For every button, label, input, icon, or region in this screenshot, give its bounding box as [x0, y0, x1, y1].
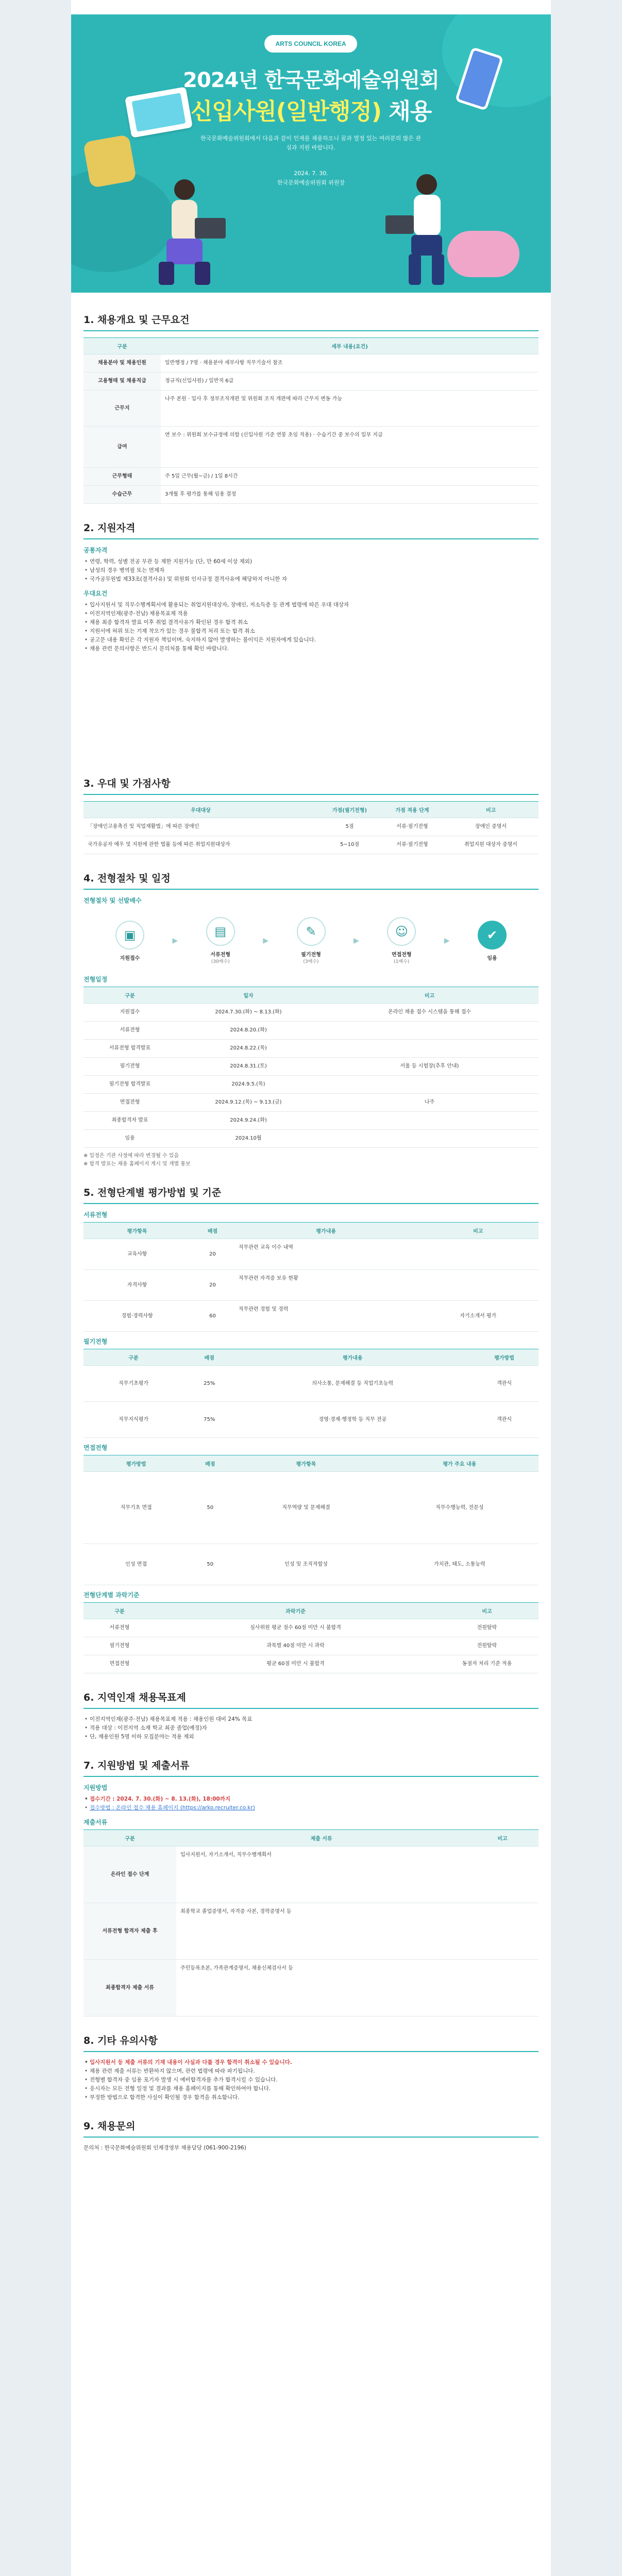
content-body — [71, 309, 551, 2166]
row-label: 수습근무 — [83, 486, 161, 504]
document-icon: ▤ — [206, 917, 235, 946]
list-item: • 공고문 내용 확인은 각 지원자 책임이며, 숙지하지 않아 발생하는 불이익은 지원자에게 있습니다. — [83, 636, 539, 645]
hero-date: 2024. 7. 30. — [294, 170, 328, 177]
section-overview — [83, 309, 539, 504]
notes-list — [83, 2058, 539, 2102]
cell: 필기전형 — [83, 1637, 156, 1655]
subsection-title: 서류전형 — [83, 1211, 108, 1218]
step-label: 필기전형 — [301, 952, 321, 958]
table-row — [83, 1004, 539, 1022]
cell: 지원접수 — [83, 1004, 176, 1022]
cell: 가치관, 태도, 소통능력 — [381, 1544, 539, 1585]
table-row — [83, 354, 539, 372]
list-item: • 입사지원서 및 직무수행계획서에 활용되는 취업지원대상자, 장애인, 저소득층 등 관계 법령에 따른 우대 대상자 — [83, 601, 539, 609]
list-item: • 남성의 경우 병역필 또는 면제자 — [83, 566, 539, 575]
table-header: 비고 — [435, 1603, 539, 1619]
section-qualifications — [83, 517, 539, 759]
table-row — [83, 1903, 539, 1960]
section-title: 4. 전형절차 및 일정 — [83, 868, 539, 890]
hero-title-highlight: 신입사원(일반행정) — [190, 98, 381, 125]
table-header: 가점 적용 단계 — [381, 802, 443, 818]
step-sub: (30배수) — [211, 959, 230, 964]
list-item: • 단, 채용인원 5명 이하 모집분야는 적용 제외 — [83, 1733, 539, 1741]
cell: 60 — [191, 1301, 234, 1332]
cell: 서류전형 합격발표 — [83, 1040, 176, 1058]
table-row — [83, 1058, 539, 1076]
hero-badge: ARTS COUNCIL KOREA — [264, 35, 357, 53]
section-title: 8. 기타 유의사항 — [83, 2030, 539, 2052]
hero-title-rest: 채용 — [381, 98, 432, 125]
table-header: 구분 — [83, 1349, 183, 1366]
table-row — [83, 1960, 539, 2016]
step-label: 지원접수 — [120, 955, 140, 961]
list-item: • 전형별 합격자 중 임용 포기자 발생 시 예비합격자를 추가 합격시킬 수 있습니다. — [83, 2076, 539, 2084]
table-row — [83, 391, 539, 427]
step-label: 임용 — [487, 955, 497, 961]
section-title: 7. 지원방법 및 제출서류 — [83, 1755, 539, 1777]
table-header: 배점 — [189, 1455, 231, 1472]
cell: 20 — [191, 1239, 234, 1270]
list-item: • 국가공무원법 제33조(결격사유) 및 위원회 인사규정 결격사유에 해당하지 아니한 자 — [83, 575, 539, 584]
cell: 5점 — [318, 818, 381, 836]
row-label: 근무지 — [83, 391, 161, 427]
schedule-note: ※ 일정은 기관 사정에 따라 변경될 수 있음 — [83, 1153, 179, 1159]
section-process — [83, 868, 539, 1168]
cell: 최종학교 졸업증명서, 자격증 사본, 경력증명서 등 — [176, 1903, 466, 1960]
row-label: 고용형태 및 채용직급 — [83, 372, 161, 391]
row-value: 정규직(신입사원) / 일반직 6급 — [161, 372, 539, 391]
row-value: 3개월 후 평가를 통해 임용 결정 — [161, 486, 539, 504]
table-header: 구분 — [83, 1603, 156, 1619]
table-header: 비고 — [418, 1223, 539, 1239]
table-row — [83, 1402, 539, 1438]
table-header: 평가방법 — [470, 1349, 539, 1366]
table-row — [83, 1239, 539, 1270]
regional-list — [83, 1715, 539, 1741]
cell: 임용 — [83, 1130, 176, 1148]
cell — [321, 1112, 539, 1130]
process-step — [104, 921, 156, 961]
table-header: 비고 — [466, 1830, 539, 1846]
cell: 자기소개서 평가 — [418, 1301, 539, 1332]
table-row — [83, 1544, 539, 1585]
table-header: 일자 — [176, 987, 321, 1004]
table-header: 구분 — [83, 1830, 176, 1846]
badge-icon: ✔ — [478, 921, 507, 950]
cell: 필기전형 합격발표 — [83, 1076, 176, 1094]
cell: 나주 — [321, 1094, 539, 1112]
list-item: • 응시자는 모든 전형 일정 및 결과를 채용 홈페이지를 통해 확인하여야 합니다. — [83, 2084, 539, 2093]
section-regional-talent — [83, 1687, 539, 1741]
cell: 서류·필기전형 — [381, 836, 443, 854]
list-item: • 연령, 학력, 성별 전공 무관 등 제한 지원가능 (단, 만 60세 이상 제외) — [83, 557, 539, 566]
schedule-note: ※ 합격 발표는 채용 홈페이지 게시 및 개별 통보 — [83, 1161, 191, 1167]
cell: 온라인 채용 접수 시스템을 통해 접수 — [321, 1004, 539, 1022]
list-item: • 채용 관련 문의사항은 반드시 문의처를 통해 확인 바랍니다. — [83, 645, 539, 653]
cell: 서류·필기전형 — [381, 818, 443, 836]
step-sub: (1배수) — [394, 959, 410, 964]
list-item: • 부정한 방법으로 합격한 사실이 확인될 경우 합격을 취소합니다. — [83, 2093, 539, 2102]
preference-list — [83, 601, 539, 653]
cell: 50 — [189, 1544, 231, 1585]
cell: 2024.9.12.(목) ~ 9.13.(금) — [176, 1094, 321, 1112]
table-row — [83, 1112, 539, 1130]
cell: 「장애인고용촉진 및 직업재활법」에 따른 장애인 — [83, 818, 318, 836]
process-step — [285, 917, 337, 964]
section-title: 9. 채용문의 — [83, 2115, 539, 2138]
row-value: 연 보수 : 위원회 보수규정에 의함 (신입사원 기준 연봉 초임 적용) · 수습기간 중 보수의 일부 지급 — [161, 427, 539, 468]
arrow-icon: ▶ — [172, 937, 178, 945]
cell: 최종합격자 제출 서류 — [83, 1960, 176, 2016]
cell — [418, 1270, 539, 1301]
cell — [466, 1846, 539, 1903]
common-requirements-list — [83, 557, 539, 584]
hero-title-line1: 2024년 한국문화예술위원회 — [183, 69, 439, 92]
cell: 객관식 — [470, 1366, 539, 1402]
cell: 2024.9.24.(화) — [176, 1112, 321, 1130]
cell: 인성 및 조직적합성 — [231, 1544, 380, 1585]
cell: 서울 등 시험장(추후 안내) — [321, 1058, 539, 1076]
section-title: 1. 채용개요 및 근무요건 — [83, 309, 539, 331]
document-screening-table — [83, 1222, 539, 1332]
monitor-icon: ▣ — [115, 921, 144, 950]
process-steps — [83, 908, 539, 970]
cell: 20 — [191, 1270, 234, 1301]
cell: 2024.7.30.(화) ~ 8.13.(화) — [176, 1004, 321, 1022]
apply-list — [83, 1795, 539, 1812]
subsection-title: 필기전형 — [83, 1338, 108, 1345]
announcement-paper — [71, 0, 551, 2576]
cell: 인성 면접 — [83, 1544, 189, 1585]
cell: 면접전형 — [83, 1094, 176, 1112]
cell: 2024.8.31.(토) — [176, 1058, 321, 1076]
cell: 5~10점 — [318, 836, 381, 854]
cell: 직무지식평가 — [83, 1402, 183, 1438]
preference-table — [83, 801, 539, 854]
table-header: 과락기준 — [156, 1603, 435, 1619]
table-row — [83, 1270, 539, 1301]
cell: 직무수행능력, 전문성 — [381, 1472, 539, 1544]
hero-intro: 한국문화예술위원회에서 다음과 같이 인재를 채용하오니 꿈과 열정 있는 여러분의 많은 관심과 지원 바랍니다. — [200, 135, 422, 151]
table-header: 구분 — [83, 987, 176, 1004]
cell: 온라인 접수 단계 — [83, 1846, 176, 1903]
cell: 교육사항 — [83, 1239, 191, 1270]
cell: 면접전형 — [83, 1655, 156, 1673]
table-row — [83, 1655, 539, 1673]
table-header: 배점 — [183, 1349, 235, 1366]
cell: 국가유공자 예우 및 지원에 관한 법률 등에 따른 취업지원대상자 — [83, 836, 318, 854]
section-title: 5. 전형단계별 평가방법 및 기준 — [83, 1182, 539, 1204]
step-label: 서류전형 — [210, 952, 231, 958]
table-row — [83, 486, 539, 504]
list-item: • 채용 최종 합격자 발표 이후 취업 결격사유가 확인된 경우 합격 취소 — [83, 618, 539, 627]
table-header: 배점 — [191, 1223, 234, 1239]
table-row — [83, 1076, 539, 1094]
subsection-title: 지원방법 — [83, 1784, 108, 1791]
table-row — [83, 427, 539, 468]
list-item: • 입사지원서 등 제출 서류의 기재 내용이 사실과 다를 경우 합격이 취소될 수 있습니다. — [83, 2058, 539, 2067]
hero-title-line2 — [71, 93, 551, 126]
cell: 경영·경제·행정학 등 직무 전공 — [235, 1402, 470, 1438]
table-header: 우대대상 — [83, 802, 318, 818]
interview-table — [83, 1455, 539, 1585]
cell: 서류전형 — [83, 1619, 156, 1637]
step-label: 면접전형 — [391, 952, 412, 958]
subsection-title: 전형절차 및 선발배수 — [83, 897, 142, 904]
cell: 2024.8.20.(화) — [176, 1022, 321, 1040]
hero-banner — [71, 14, 551, 293]
table-header: 비고 — [321, 987, 539, 1004]
hero-org: 한국문화예술위원회 위원장 — [277, 179, 345, 186]
cell — [466, 1903, 539, 1960]
cell: 2024.8.22.(목) — [176, 1040, 321, 1058]
apply-link[interactable]: 접수방법 : 온라인 접수 채용 홈페이지 (https://arko.recruiter.co.kr) — [90, 1805, 255, 1811]
table-header: 제출 서류 — [176, 1830, 466, 1846]
person-illustration — [143, 174, 231, 287]
cell: 25% — [183, 1366, 235, 1402]
list-item: • 채용 관련 제출 서류는 반환하지 않으며, 관련 법령에 따라 파기됩니다. — [83, 2067, 539, 2076]
cell: 주민등록초본, 가족관계증명서, 채용신체검사서 등 — [176, 1960, 466, 2016]
subsection-title: 공통자격 — [83, 547, 108, 554]
row-label: 급여 — [83, 427, 161, 468]
process-step — [376, 917, 427, 964]
documents-table — [83, 1829, 539, 2016]
overview-table — [83, 337, 539, 504]
list-item: • 이전지역인재(광주·전남) 채용목표제 적용 : 채용인원 대비 24% 목표 — [83, 1715, 539, 1724]
table-header: 평가내용 — [235, 1349, 470, 1366]
list-item: • 지원서에 허위 또는 기재 착오가 있는 경우 불합격 처리 또는 합격 취소 — [83, 627, 539, 636]
section-title: 2. 지원자격 — [83, 517, 539, 539]
section-notes — [83, 2030, 539, 2102]
cell: 2024.10월 — [176, 1130, 321, 1148]
arrow-icon: ▶ — [444, 937, 450, 945]
list-item: • 이전지역인재(광주·전남) 채용목표제 적용 — [83, 609, 539, 618]
cell: 과목별 40점 미만 시 과락 — [156, 1637, 435, 1655]
table-row — [83, 1637, 539, 1655]
table-header: 평가내용 — [234, 1223, 418, 1239]
cell: 직무관련 자격증 보유 현황 — [234, 1270, 418, 1301]
table-row — [83, 1472, 539, 1544]
people-icon: ☺ — [387, 917, 416, 946]
section-contact — [83, 2115, 539, 2153]
table-row — [83, 1022, 539, 1040]
cell: 의사소통, 문제해결 등 직업기초능력 — [235, 1366, 470, 1402]
hero-date-block — [71, 169, 551, 188]
table-header: 구분 — [83, 338, 161, 354]
cell — [321, 1022, 539, 1040]
step-sub: (3배수) — [303, 959, 319, 964]
cell: 서류전형 — [83, 1022, 176, 1040]
cell: 자격사항 — [83, 1270, 191, 1301]
table-header: 비고 — [443, 802, 539, 818]
cell: 직무관련 경험 및 경력 — [234, 1301, 418, 1332]
cell: 75% — [183, 1402, 235, 1438]
schedule-table — [83, 987, 539, 1148]
cell: 장애인 증명서 — [443, 818, 539, 836]
table-row — [83, 468, 539, 486]
table-row — [83, 818, 539, 836]
table-header: 평가항목 — [231, 1455, 380, 1472]
subsection-title: 우대요건 — [83, 590, 108, 597]
pencil-icon: ✎ — [297, 917, 326, 946]
apply-method[interactable] — [83, 1804, 539, 1812]
table-row — [83, 1040, 539, 1058]
arrow-icon: ▶ — [263, 937, 269, 945]
apply-period: • 접수기간 : 2024. 7. 30.(화) ~ 8. 13.(화), 18:00까지 — [83, 1795, 539, 1804]
table-row — [83, 1846, 539, 1903]
cell: 객관식 — [470, 1402, 539, 1438]
table-header: 평가 주요 내용 — [381, 1455, 539, 1472]
table-row — [83, 836, 539, 854]
cell: 전원탈락 — [435, 1619, 539, 1637]
cell: 평균 60점 미만 시 불합격 — [156, 1655, 435, 1673]
list-item: • 적용 대상 : 이전지역 소재 학교 최종 졸업(예정)자 — [83, 1724, 539, 1733]
cell: 직무역량 및 문제해결 — [231, 1472, 380, 1544]
table-row — [83, 372, 539, 391]
table-row — [83, 1366, 539, 1402]
section-application — [83, 1755, 539, 2016]
cell: 취업지원 대상자 증명서 — [443, 836, 539, 854]
section-title: 3. 우대 및 가점사항 — [83, 773, 539, 795]
cell — [321, 1076, 539, 1094]
cutoff-table — [83, 1602, 539, 1673]
cell: 최종합격자 발표 — [83, 1112, 176, 1130]
cell: 경험·경력사항 — [83, 1301, 191, 1332]
table-header: 평가방법 — [83, 1455, 189, 1472]
table-row — [83, 1094, 539, 1112]
subsection-title: 제출서류 — [83, 1819, 108, 1826]
cell: 필기전형 — [83, 1058, 176, 1076]
arrow-icon: ▶ — [353, 937, 359, 945]
section-preferences — [83, 773, 539, 854]
process-step — [466, 921, 518, 961]
cell — [466, 1960, 539, 2016]
row-value: 주 5일 근무(월~금) / 1일 8시간 — [161, 468, 539, 486]
subsection-title: 전형일정 — [83, 976, 108, 983]
cell: 직무기초 면접 — [83, 1472, 189, 1544]
section-evaluation — [83, 1182, 539, 1673]
table-header: 가점(필기전형) — [318, 802, 381, 818]
row-value: 나주 본원 · 입사 후 정부조직개편 및 위원회 조직 개편에 따라 근무지 변동 가능 — [161, 391, 539, 427]
cell: 동점자 처리 기준 적용 — [435, 1655, 539, 1673]
cell: 50 — [189, 1472, 231, 1544]
row-label: 채용분야 및 채용인원 — [83, 354, 161, 372]
cell: 전원탈락 — [435, 1637, 539, 1655]
cell: 2024.9.5.(목) — [176, 1076, 321, 1094]
subsection-title: 전형단계별 과락기준 — [83, 1591, 140, 1599]
cell — [321, 1130, 539, 1148]
row-label: 근무형태 — [83, 468, 161, 486]
cell: 심사위원 평균 점수 60점 미만 시 불합격 — [156, 1619, 435, 1637]
table-row — [83, 1619, 539, 1637]
table-header: 평가항목 — [83, 1223, 191, 1239]
cell — [321, 1040, 539, 1058]
section-title: 6. 지역인재 채용목표제 — [83, 1687, 539, 1709]
written-exam-table — [83, 1349, 539, 1438]
process-step — [195, 917, 246, 964]
cell — [418, 1239, 539, 1270]
row-value: 일반행정 / 7명 · 채용분야 세부사항 직무기술서 참조 — [161, 354, 539, 372]
cell: 직무관련 교육 이수 내역 — [234, 1239, 418, 1270]
contact-text: 문의처 : 한국문화예술위원회 인재경영부 채용담당 (061-900-2196) — [83, 2145, 246, 2151]
cell: 서류전형 합격자 제출 후 — [83, 1903, 176, 1960]
table-row — [83, 1130, 539, 1148]
table-header: 세부 내용(요건) — [161, 338, 539, 354]
subsection-title: 면접전형 — [83, 1444, 108, 1451]
cell: 직무기초평가 — [83, 1366, 183, 1402]
cell: 입사지원서, 자기소개서, 직무수행계획서 — [176, 1846, 466, 1903]
table-row — [83, 1301, 539, 1332]
